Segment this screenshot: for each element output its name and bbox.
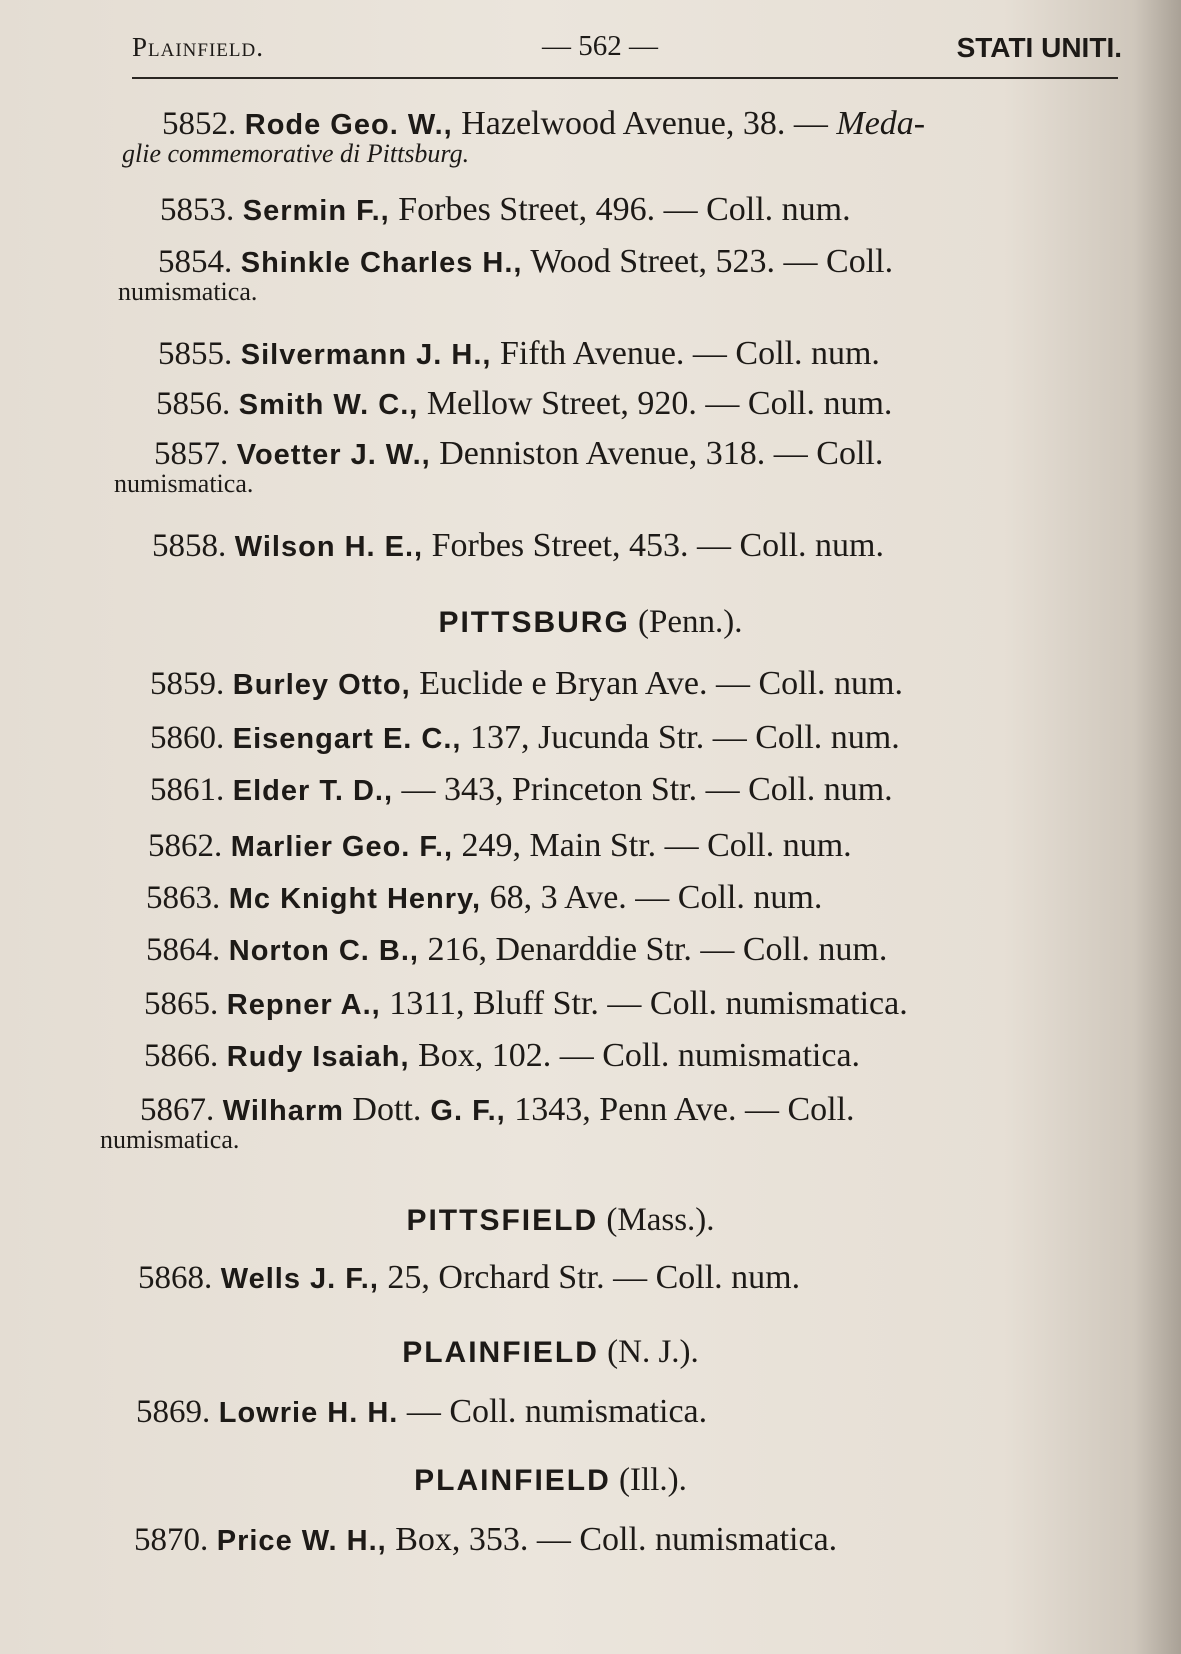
entry-address: 137, Jucunda Str. — Coll. num. — [461, 719, 900, 756]
entry-name: Eisengart E. C., — [232, 723, 462, 755]
entry-line — [152, 527, 884, 564]
entry-number: 5859. — [150, 666, 225, 702]
section-state: (N. J.). — [598, 1334, 699, 1370]
entry-name: Rudy Isaiah, — [226, 1041, 410, 1073]
entry-line — [158, 243, 894, 280]
entry-number: 5868. — [138, 1260, 213, 1296]
entry-number: 5869. — [136, 1394, 211, 1430]
entry-address: 249, Main Str. — Coll. num. — [453, 827, 852, 864]
entry-address: 68, 3 Ave. — Coll. num. — [481, 879, 823, 916]
entry-name: Price W. H., — [216, 1525, 387, 1557]
entry-address: Forbes Street, 496. — Coll. num. — [389, 191, 851, 228]
running-head-country: STATI UNITI. — [956, 32, 1122, 63]
section-state: (Penn.). — [629, 604, 743, 640]
entry-number: 5858. — [152, 528, 227, 564]
section-heading — [0, 604, 1181, 641]
section-heading — [0, 1334, 1141, 1371]
section-city: PLAINFIELD — [402, 1336, 599, 1369]
section-heading — [0, 1462, 1141, 1499]
entry-name: Wilson H. E., — [234, 531, 424, 563]
entry-address: — Coll. numismatica. — [398, 1393, 708, 1430]
running-header — [132, 28, 1122, 68]
entry-line — [148, 827, 852, 864]
entry-address: Euclide e Bryan Ave. — Coll. num. — [410, 665, 904, 702]
entry-address: Forbes Street, 453. — Coll. num. — [423, 527, 884, 564]
entry-address: Denniston Avenue, 318. — Coll. — [430, 435, 884, 472]
entry-address: Mellow Street, 920. — Coll. num. — [418, 385, 893, 422]
entry-name: Sermin F., — [242, 195, 390, 227]
entry-continuation: numismatica. — [118, 277, 258, 306]
entry-number: 5865. — [144, 986, 219, 1022]
entry-address: Hazelwood Avenue, 38. — — [452, 105, 828, 142]
entry-number: 5852. — [162, 106, 237, 142]
entry-line — [144, 985, 908, 1022]
entry-name: Repner A., — [226, 989, 381, 1021]
entry-name: Elder T. D., — [232, 775, 394, 807]
entry-line — [150, 771, 893, 808]
entry-number: 5853. — [160, 192, 235, 228]
entry-name: Voetter J. W., — [236, 439, 431, 471]
entry-name: Rode Geo. W., — [244, 109, 453, 141]
entry-number: 5856. — [156, 386, 231, 422]
entry-number: 5862. — [148, 828, 223, 864]
entry-line — [160, 191, 851, 228]
entry-name: Mc Knight Henry, — [228, 883, 482, 915]
entry-number: 5864. — [146, 932, 221, 968]
entry-number: 5867. — [140, 1092, 215, 1128]
entry-initials: G. F., — [421, 1095, 506, 1127]
entry-address: Box, 353. — Coll. numismatica. — [386, 1521, 838, 1558]
section-city: PLAINFIELD — [414, 1464, 611, 1497]
section-city: PITTSFIELD — [406, 1204, 599, 1237]
entry-continuation: numismatica. — [100, 1125, 240, 1154]
section-city: PITTSBURG — [438, 606, 630, 639]
entry-number: 5860. — [150, 720, 225, 756]
entry-number: 5855. — [158, 336, 233, 372]
entry-address: Fifth Avenue. — Coll. num. — [491, 335, 880, 372]
entry-title: Dott. — [343, 1091, 422, 1128]
section-heading — [0, 1202, 1151, 1239]
entry-name: Burley Otto, — [232, 669, 411, 701]
header-rule — [132, 77, 1118, 79]
entry-line — [158, 335, 880, 372]
entry-line — [154, 435, 884, 472]
entry-address: 25, Orchard Str. — Coll. num. — [378, 1259, 801, 1296]
entry-name: Wells J. F., — [220, 1263, 379, 1295]
entry-address: — 343, Princeton Str. — Coll. num. — [393, 771, 893, 808]
entry-line — [140, 1091, 855, 1128]
entry-line — [156, 385, 893, 422]
entry-name: Lowrie H. H. — [218, 1397, 399, 1429]
entry-number: 5857. — [154, 436, 229, 472]
entry-line — [146, 931, 888, 968]
entry-number: 5863. — [146, 880, 221, 916]
entry-number: 5866. — [144, 1038, 219, 1074]
entry-line — [134, 1521, 838, 1558]
entry-line — [150, 665, 904, 702]
running-head-city: Plainfield. — [132, 32, 264, 62]
entry-line — [150, 719, 900, 756]
entry-name: Silvermann J. H., — [240, 339, 492, 371]
entry-name: Shinkle Charles H., — [240, 247, 523, 279]
entry-name: Smith W. C., — [238, 389, 419, 421]
entry-address: 1311, Bluff Str. — Coll. numismatica. — [380, 985, 908, 1022]
entry-line — [138, 1259, 801, 1296]
entry-name: Norton C. B., — [228, 935, 419, 967]
entry-number: 5854. — [158, 244, 233, 280]
entry-address: Box, 102. — Coll. numismatica. — [409, 1037, 861, 1074]
entry-address: 1343, Penn Ave. — Coll. — [505, 1091, 855, 1128]
entry-continuation: numismatica. — [114, 469, 254, 498]
section-state: (Ill.). — [610, 1462, 687, 1498]
entry-note: Meda- — [827, 105, 926, 142]
page-number: — 562 — — [542, 30, 658, 62]
entry-name: Marlier Geo. F., — [230, 831, 454, 863]
entry-name: Wilharm — [222, 1095, 344, 1127]
entry-line — [162, 105, 926, 142]
entry-line — [144, 1037, 861, 1074]
entry-number: 5861. — [150, 772, 225, 808]
entry-line — [146, 879, 823, 916]
entry-address: 216, Denarddie Str. — Coll. num. — [418, 931, 888, 968]
section-state: (Mass.). — [598, 1202, 715, 1238]
entry-line — [136, 1393, 708, 1430]
entry-continuation: glie commemorative di Pittsburg. — [122, 139, 470, 168]
entry-address: Wood Street, 523. — Coll. — [522, 243, 894, 280]
entry-number: 5870. — [134, 1522, 209, 1558]
